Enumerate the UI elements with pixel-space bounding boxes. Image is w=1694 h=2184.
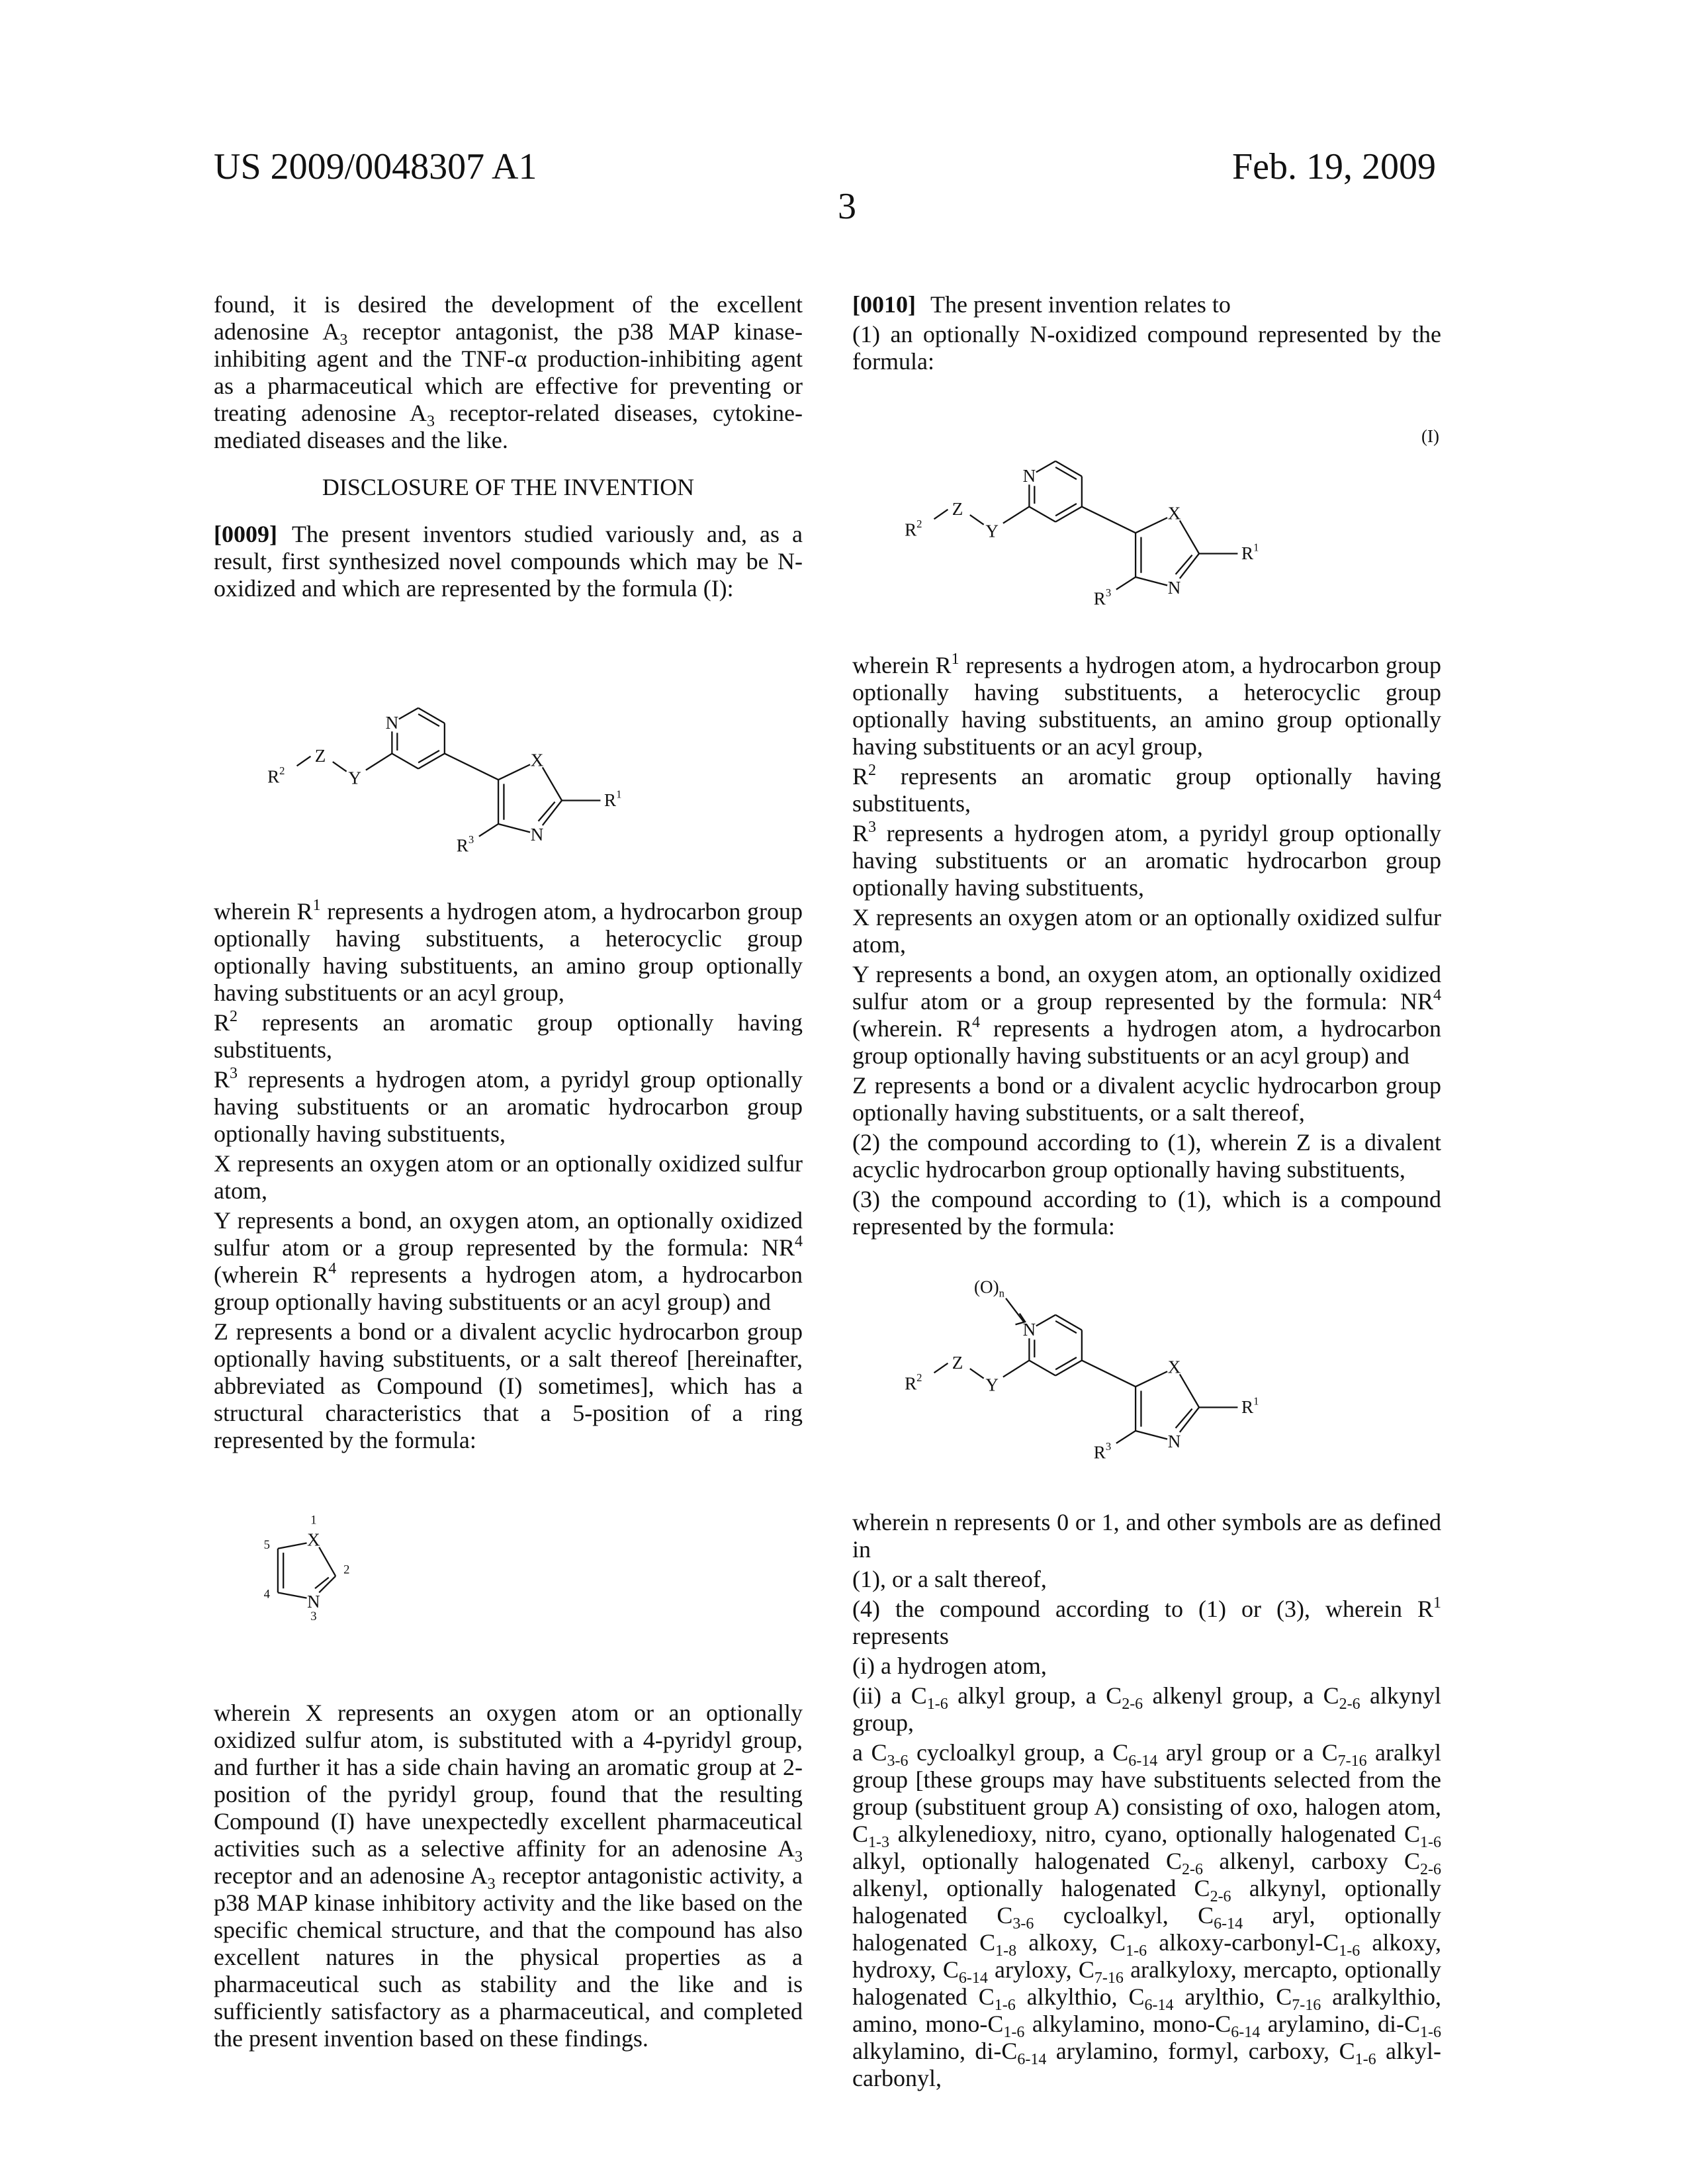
page-number: 3 [827,187,867,226]
r3-label: R3 [1094,1440,1111,1463]
bond [1136,1431,1167,1439]
double-bond [418,714,439,726]
x-label: X [1168,503,1181,523]
bond [543,767,562,800]
subscript: 3 [339,332,347,349]
subscript: 1-8 [995,1942,1016,1960]
subscript: 1-6 [1126,1942,1147,1960]
right-column-definitions [852,652,1441,1243]
y-label: Y [985,521,999,541]
chemical-structure-formula-i [255,697,642,856]
thiazole-nitrogen-label: N [531,825,544,844]
bond [1082,507,1136,533]
pyridine-nitrogen-label: N [1023,1320,1036,1340]
subscript: 3-6 [887,1752,908,1770]
right-column-top [852,291,1441,378]
bond [479,824,498,837]
bond [1136,518,1167,533]
double-bond [315,1578,329,1589]
paragraph: Z represents a bond or a divalent acyclic hydrocarbon group optionally having substituents, or a salt thereof [hereinafter, abbreviated as Compound (I) sometimes], which has a structural characteristics that a 5-position of a ring represented by the formula: [214,1318,803,1454]
publication-number: US 2009/0048307 A1 [214,147,537,187]
r1-label: R1 [1241,1394,1259,1417]
z-label: Z [952,499,963,519]
pyridine-nitrogen-label: N [1023,466,1036,486]
bond [970,515,984,525]
paragraph: R2 represents an aromatic group optionally having substituents, [852,763,1441,817]
bond [1136,1371,1167,1387]
bond [278,1543,307,1549]
paragraph-number: [0009] [214,521,277,547]
chemical-structure-n-oxide [893,1304,1279,1463]
paragraph-text: The present inventors studied variously and, as a result, first synthesized novel compounds which may be N-oxidized and which are represented by the formula (I): [214,521,803,602]
subscript: 1-6 [1355,2051,1376,2068]
subscript: 6-14 [1214,1915,1243,1933]
superscript: 4 [328,1260,336,1277]
x-label: X [531,750,544,770]
bond [297,756,311,766]
subscript: 1-6 [1420,1834,1441,1851]
subscript: 3 [488,1876,496,1893]
ring-position-5: 5 [264,1538,270,1552]
paragraph: (1), or a salt thereof, [852,1566,1441,1593]
bond [1136,577,1167,586]
superscript: 3 [868,819,876,836]
superscript: 2 [868,762,876,779]
r2-label: R2 [905,1371,922,1394]
paragraph-intro [214,291,803,454]
bond [445,754,498,780]
bond [333,762,347,772]
paragraph: wherein R1 represents a hydrogen atom, a hydrocarbon group optionally having substituents, a heterocyclic group optionally having substituents, an amino group optionally having substituents or an acyl group, [214,898,803,1007]
paragraph: a C3-6 cycloalkyl group, a C6-14 aryl group or a C7-16 aralkyl group [these groups may have substituents selected from the group (substituent group A) consisting of oxo, halogen atom, C1-3 alkylenedioxy, nitro, cyano, optionally halogenated C1-6 alkyl, optionally halogenated C2-6 alkenyl, carboxy C2-6 alkenyl, optionally halogenated C2-6 alkynyl, optionally halogenated C3-6 cycloalkyl, C6-14 aryl, optionally halogenated C1-8 alkoxy, C1-6 alkoxy-carbonyl-C1-6 alkoxy, hydroxy, C6-14 aryloxy, C7-16 aralkyloxy, mercapto, optionally halogenated C1-6 alkylthio, C6-14 arylthio, C7-16 aralkylthio, amino, mono-C1-6 alkylamino, mono-C6-14 arylamino, di-C1-6 alkylamino, di-C6-14 arylamino, formyl, carboxy, C1-6 alkyl-carbonyl, [852,1739,1441,2092]
subscript: 6-14 [1017,2051,1046,2068]
subscript: 1-6 [1420,2024,1441,2041]
paragraph: (i) a hydrogen atom, [852,1653,1441,1680]
bond [278,1592,307,1598]
claim-1-intro [852,321,1441,375]
subscript: 7-16 [1094,1970,1124,1987]
paragraph: wherein R1 represents a hydrogen atom, a hydrocarbon group optionally having substituents, a heterocyclic group optionally having substituents, an amino group optionally having substituents or an acyl group, [852,652,1441,760]
superscript: 4 [972,1014,980,1031]
bond [1116,577,1136,590]
paragraph: (2) the compound according to (1), wherein Z is a divalent acyclic hydrocarbon group optionally having substituents, [852,1129,1441,1183]
thiazole-nitrogen-label: N [1168,578,1181,598]
bond [366,754,392,770]
superscript: 1 [313,897,321,914]
subscript: 7-16 [1292,1997,1321,2014]
double-bond [1055,467,1077,479]
double-bond [418,751,439,762]
subscript: 6-14 [1145,1997,1174,2014]
r2-label: R2 [267,764,285,787]
publication-date: Feb. 19, 2009 [1232,147,1436,187]
bond [1029,1361,1055,1376]
chemical-structure-ring [255,1516,375,1621]
paragraph: Z represents a bond or a divalent acyclic hydrocarbon group optionally having substituents, or a salt thereof, [852,1072,1441,1126]
thiazole-nitrogen-label: N [1168,1432,1181,1451]
bond [1082,1361,1136,1387]
subscript: 2-6 [1210,1888,1231,1905]
y-label: Y [985,1375,999,1394]
right-column-claims [852,1509,1441,2095]
double-bond [1055,1321,1077,1333]
superscript: 1 [952,651,959,668]
bond [399,708,418,719]
paragraph: R3 represents a hydrogen atom, a pyridyl group optionally having substituents or an aromatic hydrocarbon group optionally having substituents, [214,1066,803,1148]
paragraph: X represents an oxygen atom or an optionally oxidized sulfur atom, [214,1150,803,1205]
subscript: 2-6 [1420,1861,1441,1878]
bond [1116,1431,1136,1443]
paragraph: (4) the compound according to (1) or (3), wherein R1 represents [852,1596,1441,1650]
subscript: 1-6 [995,1997,1016,2014]
subscript: 1-6 [1339,1942,1360,1960]
bond [498,824,530,833]
left-column-findings [214,1700,803,2055]
paragraph: wherein X represents an oxygen atom or an optionally oxidized sulfur atom, is substituted with a 4-pyridyl group, and further it has a side chain having an aromatic group at 2-position of the pyridyl group, found that the resulting Compound (I) have unexpectedly excellent pharmaceutical activities such as a selective affinity for an adenosine A3 receptor and an adenosine A3 receptor antagonistic activity, a p38 MAP kinase inhibitory activity and the like based on the specific chemical structure, and that the compound has also excellent natures in the physical properties as a pharmaceutical such as stability and the like and is sufficiently satisfactory as a pharmaceutical, and completed the present invention based on these findings. [214,1700,803,2052]
bond [498,764,530,780]
superscript: 2 [230,1008,238,1025]
ring-position-1: 1 [310,1513,316,1527]
left-column-definitions [214,898,803,1457]
z-label: Z [315,746,326,766]
paragraph: Y represents a bond, an oxygen atom, an optionally oxidized sulfur atom or a group represented by the formula: NR4 (wherein. R4 represents a hydrogen atom, a hydrocarbon group optionally having substituents or an acyl group) and [852,961,1441,1069]
x-label: X [1168,1357,1181,1377]
bond [1029,507,1055,522]
double-bond [1055,1357,1077,1369]
subscript: 3 [795,1848,803,1866]
bond [1036,461,1055,473]
paragraph: found, it is desired the development of the excellent adenosine A3 receptor antagonist, the p38 MAP kinase-inhibiting agent and the TNF-α production-inhibiting agent as a pharmaceutical which are effective for preventing or treating adenosine A3 receptor-related diseases, cytokine-mediated diseases and the like. [214,291,803,454]
bond [1003,507,1030,523]
superscript: 3 [230,1065,238,1082]
paragraph: R3 represents a hydrogen atom, a pyridyl group optionally having substituents or an aromatic hydrocarbon group optionally having substituents, [852,820,1441,901]
subscript: 1-3 [868,1834,889,1851]
left-column-top [214,291,803,605]
r3-label: R3 [457,833,474,856]
subscript: 2-6 [1339,1696,1360,1713]
subscript: 1-6 [1003,2024,1024,2041]
chemical-structure-formula-i-right [893,450,1279,609]
r3-label: R3 [1094,586,1111,609]
n-oxide-label: (O)n [974,1277,1005,1299]
pyridine-nitrogen-label: N [386,713,399,733]
paragraph: X represents an oxygen atom or an optionally oxidized sulfur atom, [852,904,1441,958]
n-oxide-arrow [1006,1298,1024,1322]
x-label: X [307,1530,320,1550]
bond [1180,520,1199,553]
subscript: 6-14 [1128,1752,1157,1770]
paragraph: (ii) a C1-6 alkyl group, a C2-6 alkenyl group, a C2-6 alkynyl group, [852,1682,1441,1737]
section-heading: DISCLOSURE OF THE INVENTION [214,474,803,501]
nitrogen-label: N [307,1592,320,1612]
bond [970,1369,984,1379]
subscript: 3 [427,413,435,430]
paragraph-number: [0010] [852,291,916,318]
arrow-head [1016,1314,1026,1325]
paragraph: R2 represents an aromatic group optionally having substituents, [214,1009,803,1064]
r2-label: R2 [905,518,922,540]
paragraph-text: The present invention relates to [930,291,1231,318]
subscript: 6-14 [959,1970,988,1987]
ring-position-3: 3 [310,1610,316,1623]
r1-label: R1 [1241,541,1259,563]
paragraph-0009 [214,521,803,602]
subscript: 3-6 [1012,1915,1034,1933]
subscript: 1-6 [927,1696,948,1713]
bond [934,1363,948,1373]
superscript: 1 [1433,1594,1441,1612]
ring-position-2: 2 [343,1563,349,1576]
r1-label: R1 [604,788,621,810]
subscript: 7-16 [1338,1752,1367,1770]
bond [319,1547,335,1576]
ring-position-4: 4 [264,1588,271,1602]
superscript: 4 [795,1233,803,1250]
z-label: Z [952,1353,963,1373]
paragraph: wherein n represents 0 or 1, and other symbols are as defined in [852,1509,1441,1563]
bond [1003,1361,1030,1377]
paragraph: Y represents a bond, an oxygen atom, an optionally oxidized sulfur atom or a group represented by the formula: NR4 (wherein R4 represents a hydrogen atom, a hydrocarbon group optionally having substituents or an acyl group) and [214,1207,803,1316]
double-bond [1055,504,1077,516]
formula-label: (I) [1421,426,1439,447]
paragraph: (1) an optionally N-oxidized compound represented by the formula: [852,321,1441,375]
y-label: Y [348,768,361,788]
bond [1036,1315,1055,1326]
bond [392,754,418,769]
superscript: 4 [1433,987,1441,1004]
bond [1180,1374,1199,1407]
paragraph-0010 [852,291,1441,318]
subscript: 6-14 [1231,2024,1260,2041]
bond [934,510,948,520]
subscript: 2-6 [1182,1861,1203,1878]
paragraph: (3) the compound according to (1), which is a compound represented by the formula: [852,1186,1441,1240]
subscript: 2-6 [1122,1696,1143,1713]
